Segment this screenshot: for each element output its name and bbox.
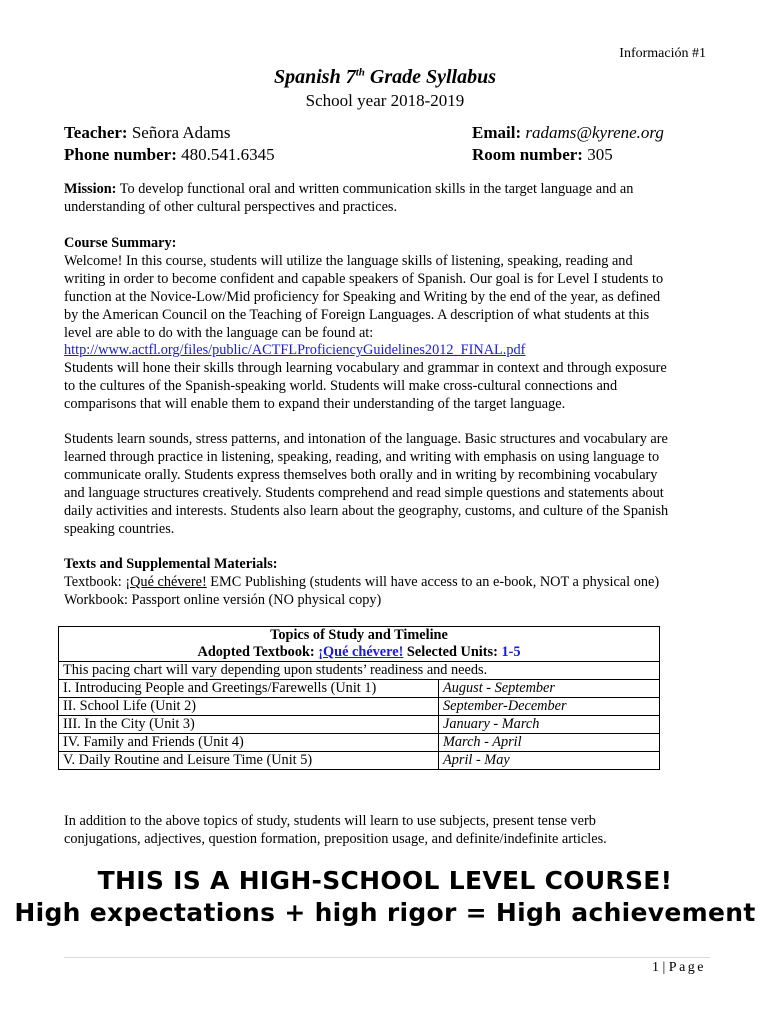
page-label: Page: [668, 960, 706, 975]
course-summary-label: Course Summary:: [64, 235, 177, 251]
teacher-value: Señora Adams: [127, 123, 231, 142]
mission-label: Mission:: [64, 181, 117, 197]
email-line: [472, 123, 664, 143]
room-line: [472, 145, 613, 165]
footer-divider: [64, 957, 710, 958]
table-row: [59, 698, 660, 716]
table-row: [59, 752, 660, 770]
learn-line: speaking countries.: [64, 520, 175, 537]
selected-units: 1-5: [501, 644, 521, 660]
summary-line: writing in order to become confident and capable speakers of Spanish. Our goal is for Level I students to: [64, 270, 664, 287]
topic-cell: III. In the City (Unit 3): [59, 716, 439, 734]
email-label: Email:: [472, 123, 522, 142]
summary-line: function at the Novice-Low/Mid proficiency for Speaking and Writing by the end of the year, as defined: [64, 288, 661, 305]
dates-cell: August - September: [439, 680, 660, 698]
table-title: Topics of Study and Timeline: [270, 627, 448, 643]
banner-heading: THIS IS A HIGH-SCHOOL LEVEL COURSE!: [97, 866, 673, 895]
table-row: [59, 680, 660, 698]
textbook-line: Textbook: ¡Qué chévere! EMC Publishing (students will have access to an e-book, NOT a physical one): [64, 573, 660, 590]
adopted-textbook-title: ¡Qué chévere!: [318, 644, 404, 660]
page-footer: [0, 960, 706, 976]
topic-cell: IV. Family and Friends (Unit 4): [59, 734, 439, 752]
dates-cell: March - April: [439, 734, 660, 752]
workbook-line: Workbook: Passport online versión (NO physical copy): [64, 591, 382, 608]
table-title-cell: [59, 627, 660, 662]
email-value: radams@kyrene.org: [521, 123, 664, 142]
topic-cell: II. School Life (Unit 2): [59, 698, 439, 716]
summary-line: to the cultures of the Spanish-speaking world. Students will make cross-cultural connections and: [64, 378, 618, 395]
learn-line: learned through practice in listening, speaking, reading, and writing with emphasis on using language to: [64, 448, 660, 465]
page-number: 1: [651, 960, 659, 975]
mission-line-1: Mission: To develop functional oral and written communication skills in the target language and an: [64, 181, 634, 197]
learn-line: Students learn sounds, stress patterns, and intonation of the language. Basic structures and vocabulary are: [64, 431, 668, 447]
school-year: School year 2018-2019: [305, 91, 465, 110]
additional-paragraph: [64, 813, 712, 849]
course-summary: [64, 235, 712, 414]
topic-cell: I. Introducing People and Greetings/Farewells (Unit 1): [59, 680, 439, 698]
title-superscript: th: [355, 66, 365, 79]
summary-line: Students will hone their skills through learning vocabulary and grammar in context and through exposure: [64, 360, 667, 377]
materials-section: [64, 556, 712, 610]
summary-line: Welcome! In this course, students will utilize the language skills of listening, speaking, reading and: [64, 252, 633, 269]
table-row: [59, 716, 660, 734]
table-note-row: [59, 662, 660, 680]
phone-value: 480.541.6345: [176, 145, 275, 164]
table-row: [59, 734, 660, 752]
additional-line: conjugations, adjectives, question formation, preposition usage, and definite/indefinite articles.: [64, 830, 607, 847]
summary-line: level are able to do with the language can be found at:: [64, 324, 374, 341]
actfl-guidelines-link[interactable]: http://www.actfl.org/files/public/ACTFLProficiencyGuidelines2012_FINAL.pdf: [64, 342, 526, 359]
table-header-row: [59, 627, 660, 662]
info-label: Información #1: [619, 46, 706, 61]
summary-line: by the American Council on the Teaching of Foreign Languages. A description of what students at this: [64, 306, 650, 323]
teacher-label: Teacher:: [64, 123, 128, 142]
summary-line: comparisons that will enable them to expand their understanding of the target language.: [64, 396, 566, 413]
room-label: Room number:: [472, 145, 583, 164]
topic-cell: V. Daily Routine and Leisure Time (Unit 5): [59, 752, 439, 770]
title-part2: Grade Syllabus: [364, 66, 497, 88]
page-separator: |: [658, 960, 669, 975]
additional-line: In addition to the above topics of study, students will learn to use subjects, present tense verb: [64, 813, 596, 829]
dates-cell: September-December: [439, 698, 660, 716]
dates-cell: January - March: [439, 716, 660, 734]
topics-table: [58, 626, 660, 770]
phone-label: Phone number:: [64, 145, 177, 164]
page-title: [0, 66, 770, 89]
title-part1: Spanish 7: [273, 66, 356, 88]
mission-line-2: understanding of other cultural perspectives and practices.: [64, 198, 398, 215]
learn-line: daily activities and interests. Students also learn about the geography, customs, and culture of the Spanish: [64, 502, 669, 519]
textbook-title: ¡Qué chévere!: [125, 573, 207, 590]
phone-line: [64, 145, 275, 165]
actfl-link-line: [64, 342, 712, 360]
room-value: 305: [582, 145, 613, 164]
pacing-note: This pacing chart will vary depending upon students’ readiness and needs.: [59, 662, 660, 680]
banner-subheading: High expectations + high rigor = High achievement: [14, 898, 756, 927]
materials-label: Texts and Supplemental Materials:: [64, 556, 278, 572]
teacher-line: [64, 123, 231, 143]
mission-paragraph: [64, 181, 712, 217]
learn-line: and language structures creatively. Students comprehend and read simple questions and statements about: [64, 484, 664, 501]
dates-cell: April - May: [439, 752, 660, 770]
students-learn-paragraph: [64, 431, 712, 538]
adopted-textbook-line: Adopted Textbook: ¡Qué chévere! Selected Units: 1-5: [197, 644, 521, 660]
learn-line: communicate orally. Students express themselves both orally and in writing by recombining vocabulary: [64, 466, 658, 483]
